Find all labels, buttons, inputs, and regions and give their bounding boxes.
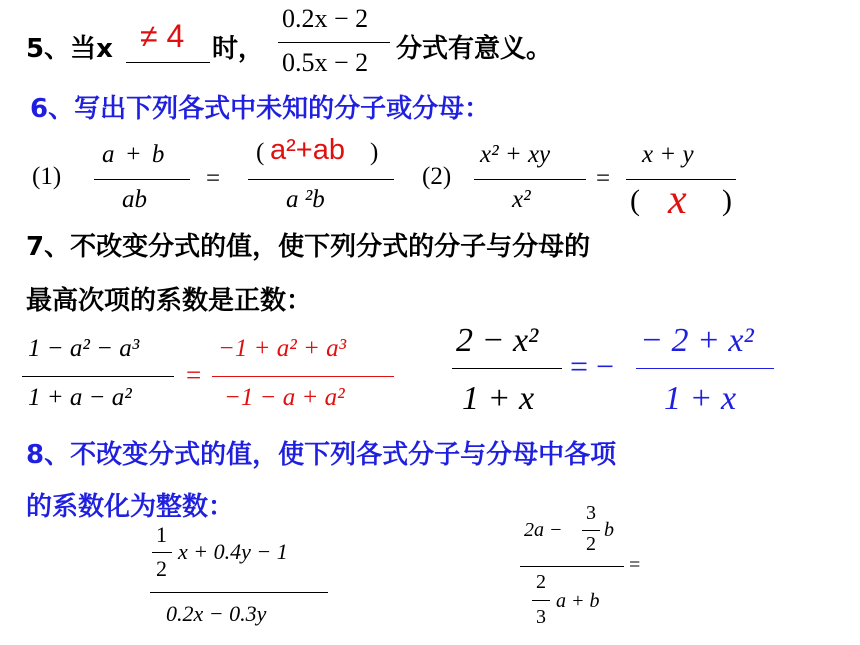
q8-e2-equals: = xyxy=(629,554,641,576)
q7-e2-equals: = − xyxy=(570,348,615,384)
q8-e2-den-frac-top: 2 xyxy=(536,571,546,593)
q8-e1-num-frac-top: 1 xyxy=(156,522,167,547)
q8-e1-num-frac-bar xyxy=(152,552,172,553)
q7-title-line2: 最高次项的系数是正数： xyxy=(26,286,313,316)
q8-e2-bar xyxy=(520,566,624,567)
q6-p1-close-paren: ) xyxy=(370,139,379,166)
q5-fraction-bar xyxy=(278,42,390,43)
q7-e1-numerator: 1 − a² − a³ xyxy=(28,335,140,362)
q8-e1-num-frac-bot: 2 xyxy=(156,556,167,581)
q7-e2-bar xyxy=(452,368,562,369)
q6-p2-lhs-bar xyxy=(474,179,586,180)
q6-p2-equals: = xyxy=(596,165,611,192)
q5-number: 5、当x xyxy=(26,34,113,64)
q7-e1-answer-numerator: −1 + a² + a³ xyxy=(218,335,347,362)
q6-p1-lhs-bar xyxy=(94,179,190,180)
q8-title-line1: 8、不改变分式的值，使下列各式分子与分母中各项 xyxy=(26,440,617,470)
q6-title: 6、写出下列各式中未知的分子或分母： xyxy=(30,94,491,124)
q6-p1-rhs-bar xyxy=(248,179,394,180)
q6-p1-open-paren: ( xyxy=(256,139,265,166)
q6-p1-label: (1) xyxy=(32,163,62,190)
q6-p1-equals: = xyxy=(206,165,221,192)
q8-e2-den-frac-bar xyxy=(532,600,550,601)
q6-p1-lhs-denominator: ab xyxy=(122,186,147,213)
q6-p1-lhs-numerator: a + b xyxy=(102,141,167,168)
q8-e1-num-rest: x + 0.4y − 1 xyxy=(178,539,288,564)
q6-p2-lhs-numerator: x² + xy xyxy=(480,141,551,168)
q8-e2-num-a: 2a − xyxy=(524,519,563,541)
q8-e2-num-b: b xyxy=(604,519,614,541)
q7-e1-denominator: 1 + a − a² xyxy=(28,384,132,411)
q7-e2-denominator: 1 + x xyxy=(462,380,535,417)
q6-p1-rhs-denominator: a ²b xyxy=(286,186,325,213)
q5-suffix: 时， xyxy=(212,34,265,64)
q6-p1-answer: a²+ab xyxy=(270,134,345,166)
q5-denominator: 0.5x − 2 xyxy=(282,48,369,77)
q8-title-line2: 的系数化为整数： xyxy=(26,492,235,522)
q8-e2-num-frac-top: 3 xyxy=(586,502,596,524)
q8-e1-bar xyxy=(150,592,328,593)
q5-tail: 分式有意义。 xyxy=(396,34,553,64)
q6-p2-answer: x xyxy=(668,177,687,223)
q5-answer: ≠ 4 xyxy=(140,18,185,54)
q7-e1-bar xyxy=(22,376,174,377)
q8-e2-num-frac-bar xyxy=(582,530,600,531)
q7-e1-answer-denominator: −1 − a + a² xyxy=(224,384,345,411)
q5-label xyxy=(26,28,113,65)
q6-p2-open-paren: ( xyxy=(630,184,640,217)
q8-e1-denominator: 0.2x − 0.3y xyxy=(166,601,267,626)
q6-p2-label: (2) xyxy=(422,163,452,190)
q7-e2-answer-bar xyxy=(636,368,774,369)
q7-e2-answer-denominator: 1 + x xyxy=(664,380,737,417)
q7-title-line1: 7、不改变分式的值，使下列分式的分子与分母的 xyxy=(26,232,591,262)
q7-e2-answer-numerator: − 2 + x² xyxy=(640,322,754,359)
q7-e1-equals: = xyxy=(186,360,202,390)
q5-blank-line xyxy=(126,62,210,63)
q8-e2-den-rest: a + b xyxy=(556,590,600,612)
q8-e2-num-frac-bot: 2 xyxy=(586,533,596,555)
q6-p2-lhs-denominator: x² xyxy=(512,186,531,213)
q6-p2-rhs-numerator: x + y xyxy=(642,141,694,168)
q6-p2-close-paren: ) xyxy=(722,184,732,217)
q8-e2-den-frac-bot: 3 xyxy=(536,606,546,628)
q7-e2-numerator: 2 − x² xyxy=(456,322,539,359)
q5-numerator: 0.2x − 2 xyxy=(282,4,369,33)
q7-e1-answer-bar xyxy=(212,376,394,377)
